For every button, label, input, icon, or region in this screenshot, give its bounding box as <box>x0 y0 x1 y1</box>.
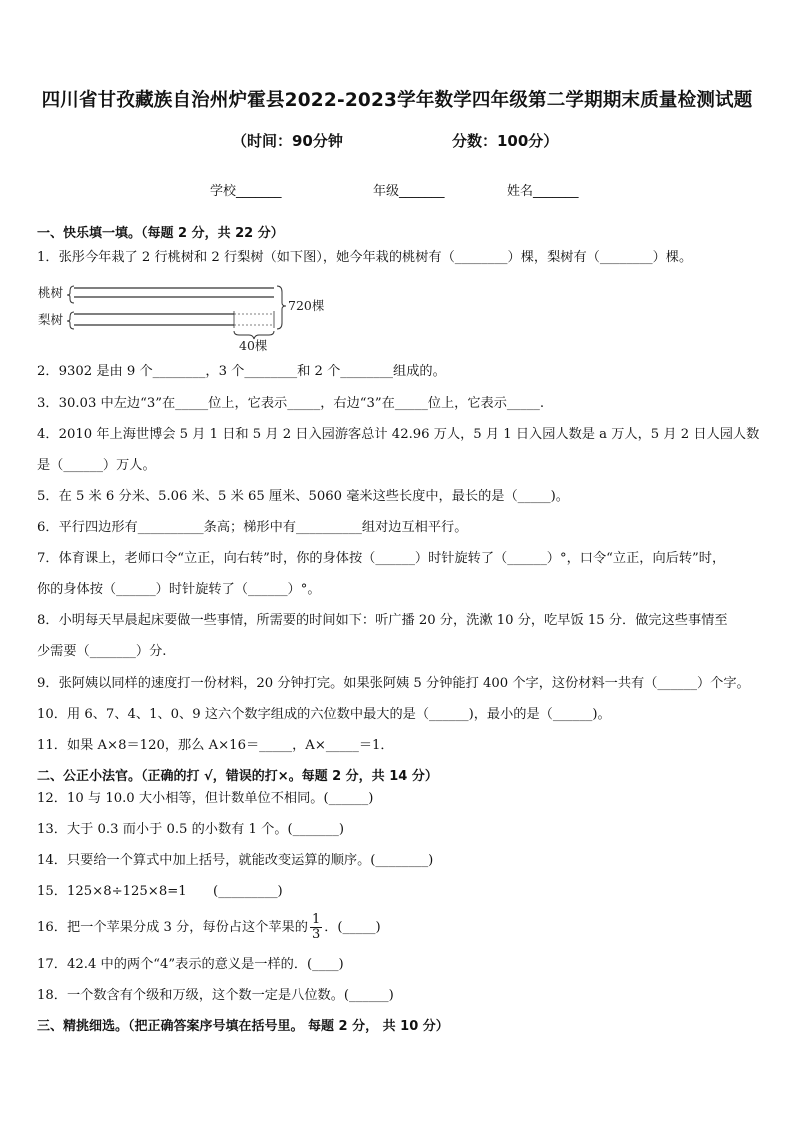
question-7-line-1: 7．体育课上，老师口令“立正，向右转”时，你的身体按（______）时针旋转了（______）°，口令“立正，向后转”时， <box>37 551 726 566</box>
fraction-denominator: 3 <box>311 927 321 942</box>
question-16 <box>37 913 767 943</box>
school-field[interactable]: 学校_______ <box>210 184 282 199</box>
question-16-answer: ．(_____) <box>324 920 381 935</box>
question-3: 3．30.03 中左边“3”在_____位上，它表示_____，右边“3”在_____位上，它表示_____. <box>37 396 545 411</box>
tree-diagram <box>34 280 364 352</box>
question-16-text: 16．把一个苹果分成 3 分，每份占这个苹果的 <box>37 920 308 935</box>
diagram-label-pear: 梨树 <box>38 312 64 327</box>
question-4-line-1: 4．2010 年上海世博会 5 月 1 日和 5 月 2 日入园游客总计 42.96 万人，5 月 1 日入园人数是 a 万人，5 月 2 日人园人数 <box>37 427 760 442</box>
question-8-line-2: 少需要（_______）分. <box>37 644 167 659</box>
grade-field[interactable]: 年级_______ <box>373 184 445 199</box>
section-3-heading: 三、精挑细选。（把正确答案序号填在括号里。 每题 2 分， 共 10 分） <box>37 1019 449 1034</box>
question-6: 6．平行四边形有__________条高；梯形中有__________组对边互相平行。 <box>37 520 468 535</box>
fraction-numerator: 1 <box>311 912 321 927</box>
question-2: 2．9302 是由 9 个________，3 个________和 2 个________组成的。 <box>37 364 446 379</box>
question-12: 12．10 与 10.0 大小相等，但计数单位不相同。(______) <box>37 791 374 806</box>
question-10: 10．用 6、7、4、1、0、9 这六个数字组成的六位数中最大的是（______)，最小的是（______)。 <box>37 707 611 722</box>
question-18: 18．一个数含有个级和万级，这个数一定是八位数。(______) <box>37 988 394 1003</box>
question-13: 13．大于 0.3 而小于 0.5 的小数有 1 个。(_______) <box>37 822 344 837</box>
question-15: 15．125×8÷125×8=1 (_________) <box>37 884 283 899</box>
diagram-label-peach: 桃树 <box>38 285 64 300</box>
name-field[interactable]: 姓名_______ <box>507 184 579 199</box>
question-11: 11．如果 A×8＝120，那么 A×16＝_____，A×_____＝1． <box>37 738 394 753</box>
question-9: 9．张阿姨以同样的速度打一份材料，20 分钟打完。如果张阿姨 5 分钟能打 400 个字，这份材料一共有（______）个字。 <box>37 676 750 691</box>
section-1-heading: 一、快乐填一填。（每题 2 分，共 22 分） <box>37 226 284 241</box>
exam-title: 四川省甘孜藏族自治州炉霍县2022-2023学年数学四年级第二学期期末质量检测试题 <box>41 90 753 111</box>
question-14: 14．只要给一个算式中加上括号，就能改变运算的顺序。(________) <box>37 853 434 868</box>
diagram-total: 720棵 <box>288 298 325 313</box>
section-2-heading: 二、公正小法官。（正确的打 √，错误的打×。每题 2 分，共 14 分） <box>37 769 438 784</box>
question-7-line-2: 你的身体按（______）时针旋转了（______）°。 <box>37 582 321 597</box>
fraction-one-third <box>310 913 322 942</box>
question-17: 17．42.4 中的两个“4”表示的意义是一样的．(____) <box>37 957 344 972</box>
diagram-diff: 40棵 <box>239 338 268 352</box>
question-1: 1．张彤今年栽了 2 行桃树和 2 行梨树（如下图），她今年栽的桃树有（________）棵，梨树有（________）棵。 <box>37 250 693 265</box>
question-5: 5．在 5 米 6 分米、5.06 米、5 米 65 厘米、5060 毫米这些长度中，最长的是（_____)。 <box>37 489 569 504</box>
exam-time: （时间：90分钟 <box>232 132 343 150</box>
question-8-line-1: 8．小明每天早晨起床要做一些事情，所需要的时间如下：听广播 20 分，洗漱 10 分，吃早饭 15 分．做完这些事情至 <box>37 613 728 628</box>
question-4-line-2: 是（______）万人。 <box>37 458 156 473</box>
exam-score: 分数：100分） <box>452 132 559 150</box>
